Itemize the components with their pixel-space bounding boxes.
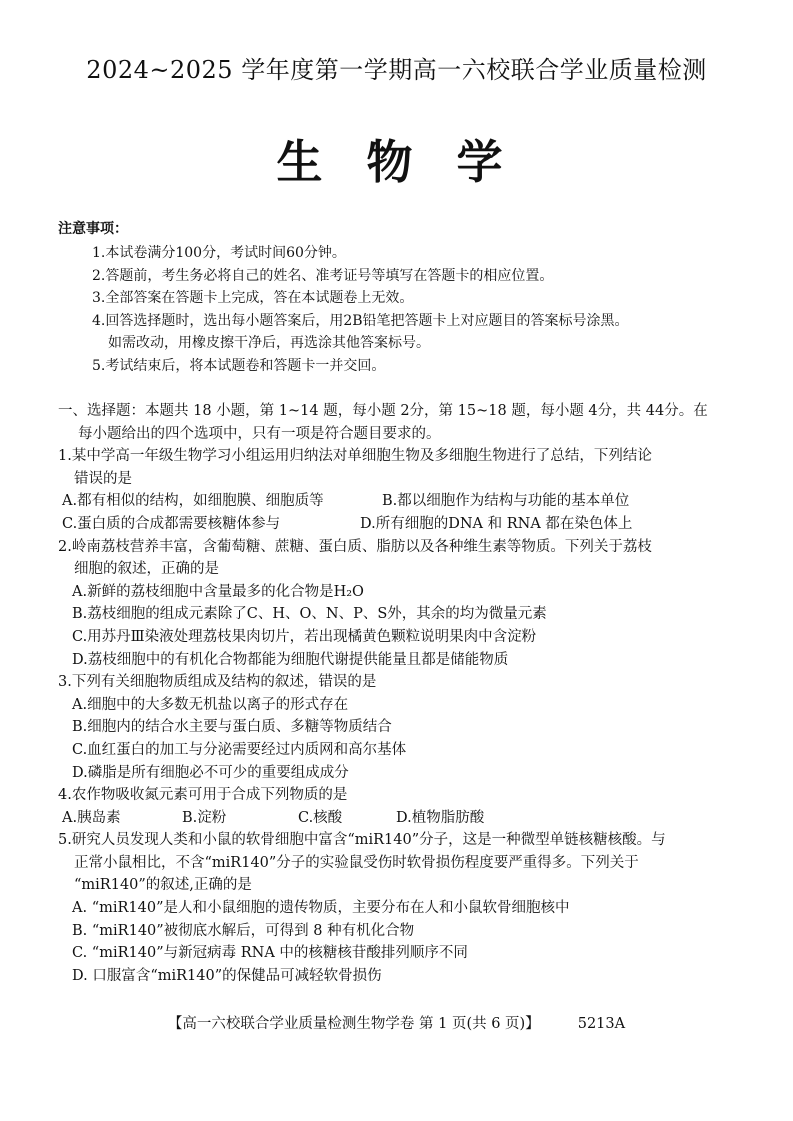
option-c: C.蛋白质的合成都需要核糖体参与 xyxy=(62,515,281,532)
option-c: C.血红蛋白的加工与分泌需要经过内质网和高尔基体 xyxy=(72,741,407,758)
option-d: D.所有细胞的DNA 和 RNA 都在染色体上 xyxy=(360,515,633,532)
notice-item: 1.本试卷满分100分，考试时间60分钟。 xyxy=(92,245,346,261)
question-stem: “miR140”的叙述,正确的是 xyxy=(74,877,252,894)
question-stem: 1.某中学高一年级生物学习小组运用归纳法对单细胞生物及多细胞生物进行了总结，下列结论 xyxy=(58,448,652,465)
option-a: A.细胞中的大多数无机盐以离子的形式存在 xyxy=(72,696,349,713)
option-a: A.新鲜的荔枝细胞中含量最多的化合物是H₂O xyxy=(72,583,364,600)
question-stem: 错误的是 xyxy=(74,470,132,487)
question-stem: 5.研究人员发现人类和小鼠的软骨细胞中富含“miR140”分子，这是一种微型单链核糖核酸。与 xyxy=(58,832,666,849)
section-heading-line: 一、选择题：本题共 18 小题，第 1~14 题，每小题 2分，第 15~18 题，每小题 4分，共 44分。在 xyxy=(58,403,708,419)
notice-block xyxy=(58,218,748,377)
option-d: D.荔枝细胞中的有机化合物都能为细胞代谢提供能量且都是储能物质 xyxy=(72,651,509,668)
notice-title: 注意事项： xyxy=(58,221,128,237)
questions-content xyxy=(58,400,748,987)
exam-title: 2024~2025 学年度第一学期高一六校联合学业质量检测 xyxy=(86,56,707,84)
question-5 xyxy=(58,829,748,987)
option-a: A. “miR140”是人和小鼠细胞的遗传物质，主要分布在人和小鼠软骨细胞核中 xyxy=(72,900,570,917)
option-row xyxy=(58,490,748,513)
option-c: C.用苏丹Ⅲ染液处理荔枝果肉切片，若出现橘黄色颗粒说明果肉中含淀粉 xyxy=(72,628,537,645)
question-stem: 2.岭南荔枝营养丰富，含葡萄糖、蔗糖、蛋白质、脂肪以及各种维生素等物质。下列关于荔枝 xyxy=(58,538,652,555)
question-stem: 4.农作物吸收氮元素可用于合成下列物质的是 xyxy=(58,787,348,804)
question-2 xyxy=(58,536,748,672)
question-stem: 细胞的叙述，正确的是 xyxy=(74,561,219,578)
question-3 xyxy=(58,671,748,784)
notice-item: 3.全部答案在答题卡上完成，答在本试题卷上无效。 xyxy=(92,290,414,306)
notice-item: 4.回答选择题时，选出每小题答案后，用2B铅笔把答题卡上对应题目的答案标号涂黑。 xyxy=(92,312,629,329)
notice-item: 5.考试结束后，将本试题卷和答题卡一并交回。 xyxy=(92,357,386,374)
option-d: D.植物脂肪酸 xyxy=(396,809,485,826)
option-d: D.磷脂是所有细胞必不可少的重要组成成分 xyxy=(72,764,349,781)
option-row xyxy=(58,807,748,830)
footer-text: 【高一六校联合学业质量检测生物学卷 第 1 页(共 6 页)】 xyxy=(167,1016,540,1032)
option-row xyxy=(58,513,748,536)
option-d: D. 口服富含“miR140”的保健品可减轻软骨损伤 xyxy=(72,967,382,984)
option-b: B. “miR140”被彻底水解后，可得到 8 种有机化合物 xyxy=(72,922,415,939)
notice-item-continuation: 如需改动，用橡皮擦干净后，再选涂其他答案标号。 xyxy=(108,335,430,351)
page-footer xyxy=(0,1012,793,1033)
question-1 xyxy=(58,445,748,535)
option-a: A.都有相似的结构，如细胞膜、细胞质等 xyxy=(62,493,324,510)
section-heading xyxy=(58,400,748,445)
option-c: C.核酸 xyxy=(298,809,343,826)
notice-item: 2.答题前，考生务必将自己的姓名、准考证号等填写在答题卡的相应位置。 xyxy=(92,267,554,284)
option-b: B.荔枝细胞的组成元素除了C、H、O、N、P、S外，其余的均为微量元素 xyxy=(72,606,547,623)
question-stem: 正常小鼠相比，不含“miR140”分子的实验鼠受伤时软骨损伤程度要严重得多。下列关于 xyxy=(74,854,639,871)
section-heading-line: 每小题给出的四个选项中，只有一项是符合题目要求的。 xyxy=(78,425,441,442)
option-b: B.淀粉 xyxy=(182,809,227,826)
question-4 xyxy=(58,784,748,829)
paper-code: 5213A xyxy=(577,1016,626,1032)
option-b: B.细胞内的结合水主要与蛋白质、多糖等物质结合 xyxy=(72,719,392,736)
option-b: B.都以细胞作为结构与功能的基本单位 xyxy=(382,493,630,510)
subject-title: 生 物 学 xyxy=(276,135,517,189)
option-a: A.胰岛素 xyxy=(62,809,121,826)
question-stem: 3.下列有关细胞物质组成及结构的叙述，错误的是 xyxy=(58,674,377,691)
option-c: C. “miR140”与新冠病毒 RNA 中的核糖核苷酸排列顺序不同 xyxy=(72,945,468,962)
